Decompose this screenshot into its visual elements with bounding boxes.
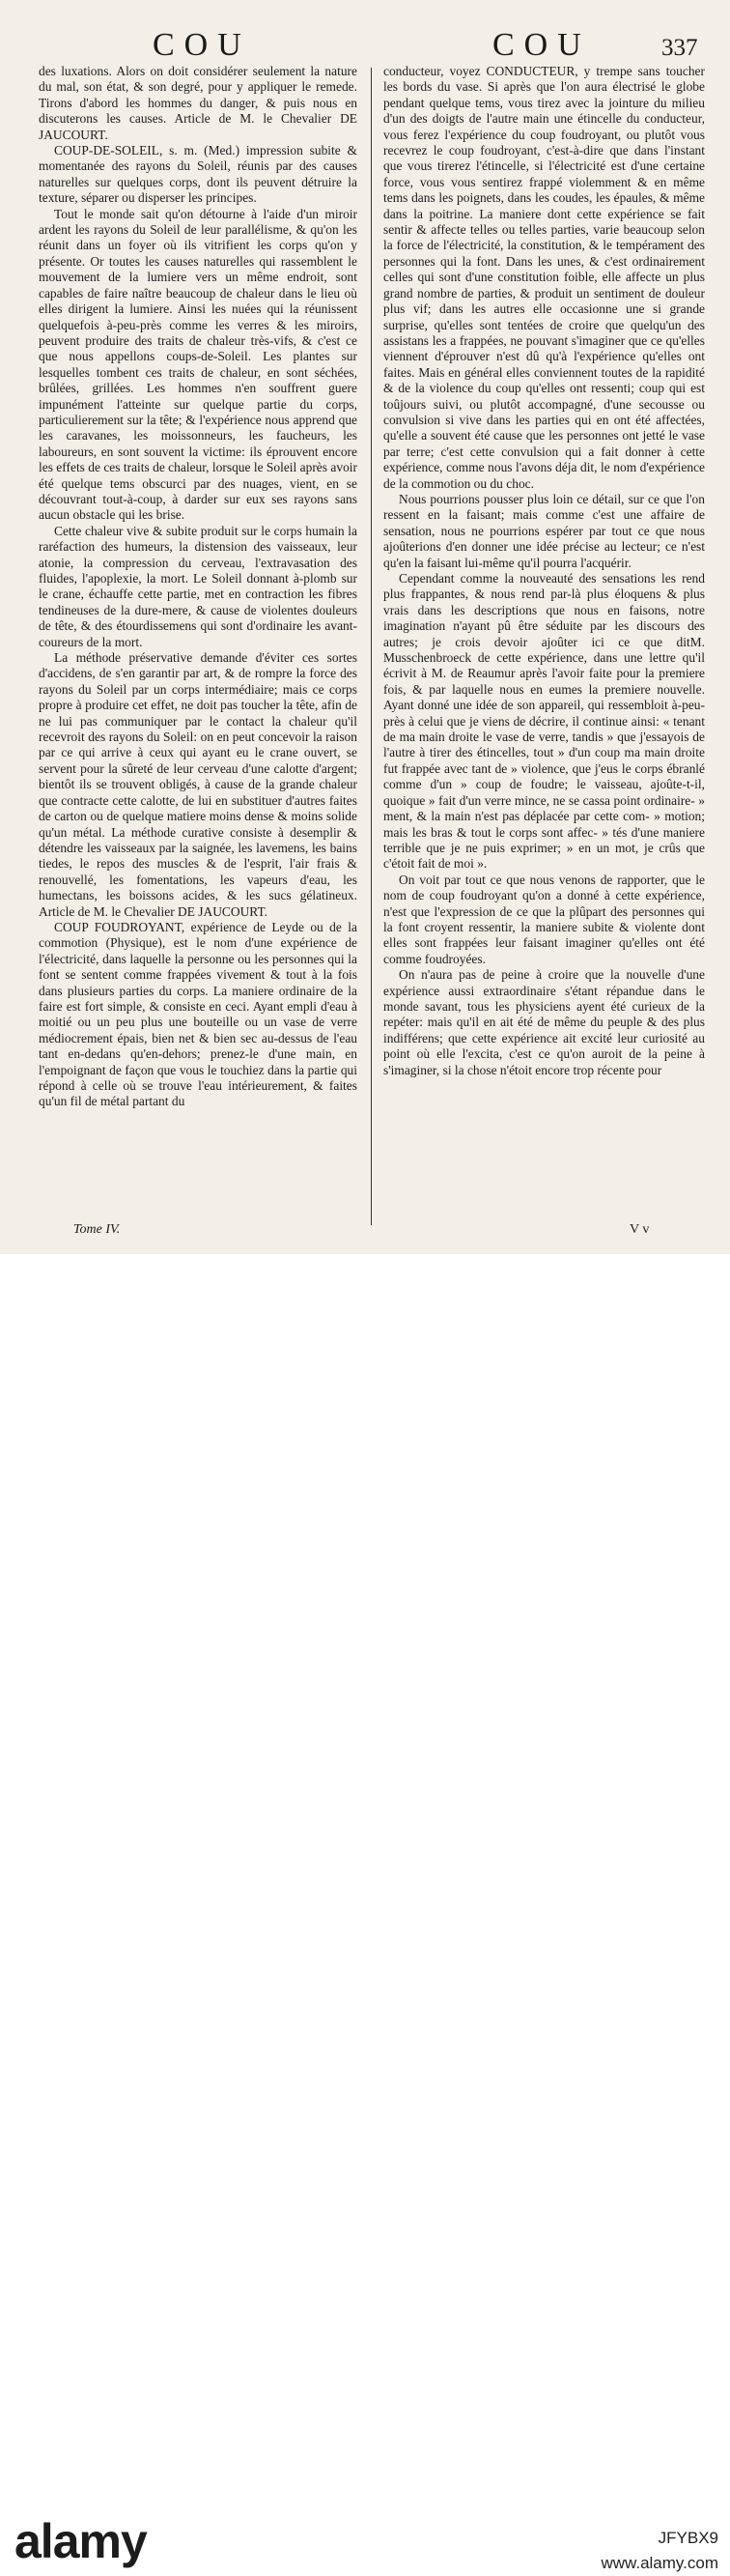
watermark-banner (0, 1254, 730, 2572)
image-id: JFYBX9 (658, 2529, 718, 2547)
paragraph: COUP-DE-SOLEIL, s. m. (Med.) impression subite & momentanée des rayons du Soleil, réunis par des causes naturelles sur quelques corps, dont ils peuvent détruire la texture, séparer ou disperser les principes. (39, 143, 357, 206)
paragraph: conducteur, voyez CONDUCTEUR, y trempe sans toucher les bords du vase. Si après que l'on aura électrisé le globe pendant quelque tems, vous tirez avec la jointure du milieu d'un des doigts de l'autre main une étincelle du conducteur, vous ferez l'expérience du coup foudroyant, ou plutôt vous recevrez le coup foudroyant, c'est-à-dire que dans l'instant que vous tirerez l'étincelle, si l'électricité est d'une certaine force, vous vous sentirez frappé violemment & en même tems dans les poignets, dans les coudes, les épaules, & même dans la poitrine. La maniere dont cette expérience se fait sentir & affecte telles ou telles parties, varie beaucoup selon la force de l'électricité, la constitution, & le tempérament des personnes qui la font. Dans les unes, & c'est ordinairement celles qui sont d'une constitution foible, elle affecte un plus grand nombre de parties, & produit un sentiment de douleur plus vif; dans les autres elle occasionne une si grande surprise, qu'elles sont tentées de croire que quelqu'un des assistans les a frappées, ne pouvant s'imaginer que ce qu'elles viennent d'éprouver n'est dû qu'à l'expérience qu'elles ont faites. Mais en général elles conviennent toutes de la rapidité & de la violence du coup qu'elles ont ressenti; coup qui est toûjours suivi, ou plutôt accompagné, d'une secousse ou convulsion si vive dans les parties qui en ont été affectées, qu'elle a souvent été cause que les personnes ont jetté le vase par terre; c'est cette convulsion qui a fait donner à cette expérience, comme nous l'avons déja dit, le nom d'expérience de la commotion ou du choc. (383, 64, 705, 491)
stock-info (601, 2526, 718, 2576)
paragraph: La méthode préservative demande d'éviter ces sortes d'accidens, de s'en garantir par art, & de rompre la force des rayons du Soleil par un corps intermédiaire; mais ce corps propre à produire cet effet, ne doit pas toucher la tête, afin de ne lui pas communiquer par le contact la chaleur qu'il recevroit des rayons du Soleil: on en peut concevoir la raison par ce qui arrive à ceux qui ayant eu le crane ouvert, se servent pour la sûreté de leur cerveau d'une calotte d'argent; bientôt ils se trouvent obligés, à cause de la grande chaleur que contracte cette calotte, de lui en substituer d'autres faites de carton ou de quelque matiere moins dense & moins solide qu'un métal. La méthode curative consiste à desemplir & détendre les vaisseaux par la saignée, les lavemens, les bains tiedes, le repos des muscles & de l'esprit, l'air frais & renouvellé, les fomentations, les vapeurs d'eau, les humectans, les boissons acides, & les sucs gélatineux. Article de M. le Chevalier DE JAUCOURT. (39, 650, 357, 919)
paragraph: Cette chaleur vive & subite produit sur le corps humain la raréfaction des humeurs, la distension des vaisseaux, leur atonie, la compression du cerveau, l'extravasation des fluides, l'apoplexie, la mort. Le Soleil donnant à-plomb sur le crane, échauffe cette partie, met en contraction les fibres tendineuses de la dure-mere, & cause de violentes douleurs de tête, & des étourdissemens qui sont d'ordinaire les avant-coureurs de la mort. (39, 523, 357, 649)
volume-label: Tome IV. (73, 1222, 121, 1237)
running-head-right: COU (492, 27, 591, 63)
paragraph: On voit par tout ce que nous venons de rapporter, que le nom de coup foudroyant qu'on a donné à cette expérience, n'est que l'expression de ce que la plûpart des personnes qui la font croyent ressentir, la maniere subite & violente dont elles sont frappées leur faisant imaginer qu'elles ont été comme foudroyées. (383, 872, 705, 966)
paragraph: Cependant comme la nouveauté des sensations les rend plus frappantes, & nous rend par-là plus éloquens & plus vrais dans les descriptions que nous en faisons, notre imagination n'ayant pû être séduite par les discours des autres; je crois devoir ajoûter ici ce que ditM. Musschenbroeck de cette expérience, dans une lettre qu'il écrivit à M. de Reaumur après l'avoir faite pour la premiere fois, & par laquelle nous en eumes la premiere nouvelle. Ayant donné une idée de son appareil, qui ressembloit à-peu-près à celui que je viens de décrire, il continue ainsi: « tenant de ma main droite le vase de verre, tandis » que j'essayois de l'autre à tirer des étincelles, tout » d'un coup ma main droite fut frappée avec tant de » violence, que j'eus le corps ébranlé comme d'un » coup de foudre; le vaisseau, ajoûte-t-il, quoique » fait d'un verre mince, ne se cassa point ordinaire- » ment, & la main n'est pas déplacée par cette com- » motion; mais les bras & tout le corps sont affec- » tés d'une maniere terrible que je ne puis exprimer; » en un mot, je crûs que c'étoit fait de moi ». (383, 571, 705, 872)
paragraph: Nous pourrions pousser plus loin ce détail, sur ce que l'on ressent en la faisant; mais comme c'est une affaire de sensation, nous ne pourrions espérer par tout ce que nous ajoûterions d'en donner une idée précise au lecteur; ce n'est qu'en la faisant lui-même qu'il pourra l'acquérir. (383, 491, 705, 570)
left-column (39, 64, 357, 1110)
site-url: www.alamy.com (601, 2554, 718, 2572)
column-divider (371, 68, 372, 1225)
paragraph: COUP FOUDROYANT, expérience de Leyde ou de la commotion (Physique), est le nom d'une expérience de l'électricité, dans laquelle la personne ou les personnes qui la font se sentent comme frappées vivement & tout à la fois dans plusieurs parties du corps. La maniere ordinaire de la faire est fort simple, & consiste en ceci. Ayant empli d'eau à moitié ou un peu plus une bouteille ou un vase de verre médiocrement épais, bien net & bien sec au-dessus de l'eau tant en-dedans qu'en-dehors; prenez-le d'une main, en l'empoignant de façon que vous le touchiez dans la partie qui répond à celle où se trouve l'eau intérieurement, & faites qu'un fil de métal partant du (39, 919, 357, 1109)
alamy-logo: alamy (14, 2514, 147, 2568)
book-page (0, 0, 730, 1254)
paragraph: Tout le monde sait qu'on détourne à l'aide d'un miroir ardent les rayons du Soleil de leur parallélisme, & qu'on les réunit dans un foyer où ils vitrifient les corps qu'on y présente. Or toutes les causes naturelles qui rassemblent le mouvement de la lumiere vers un même endroit, sont capables de faire naître beaucoup de chaleur dans le lieu où elles dirigent la lumiere. Ainsi les nuées qui la réunissent quelquefois à-peu-près comme les verres & les miroirs, peuvent produire des traits de chaleur très-vifs, & c'est ce que nous appellons coups-de-Soleil. Les plantes sur lesquelles tombent ces traits de chaleur, en sont séchées, brûlées, grillées. Les hommes n'en souffrent guere impunément l'atteinte sur quelque partie du corps, particulierement sur la tête; & l'expérience nous apprend que les caravanes, les moissonneurs, les faucheurs, les laboureurs, en sont souvent la victime: ils éprouvent encore les effets de ces traits de chaleur, lorsque le Soleil après avoir été quelque tems obscurci par des nuages, vient, en se découvrant tout-à-coup, à darder sur eux ses rayons sans aucun obstacle qui les brise. (39, 206, 357, 523)
paragraph: On n'aura pas de peine à croire que la nouvelle d'une expérience aussi extraordinaire s'étant répandue dans le monde savant, tous les physiciens ayent été curieux de la repéter: mais qu'il en ait été de même du peuple & des plus indifférens; que cette expérience ait excité leur curiosité au point où elle l'excita, c'est ce qu'on auroit de la peine à s'imaginer, si la chose n'étoit encore trop récente pour (383, 967, 705, 1077)
running-head-left: COU (153, 27, 251, 63)
signature-mark: V v (630, 1222, 650, 1237)
page-number: 337 (661, 35, 698, 61)
paragraph: des luxations. Alors on doit considérer seulement la nature du mal, son état, & son degré, pour y appliquer le remede. Tirons d'abord les hommes du danger, & puis nous en discuterons les causes. Article de M. le Chevalier DE JAUCOURT. (39, 64, 357, 142)
right-column (383, 64, 705, 1078)
